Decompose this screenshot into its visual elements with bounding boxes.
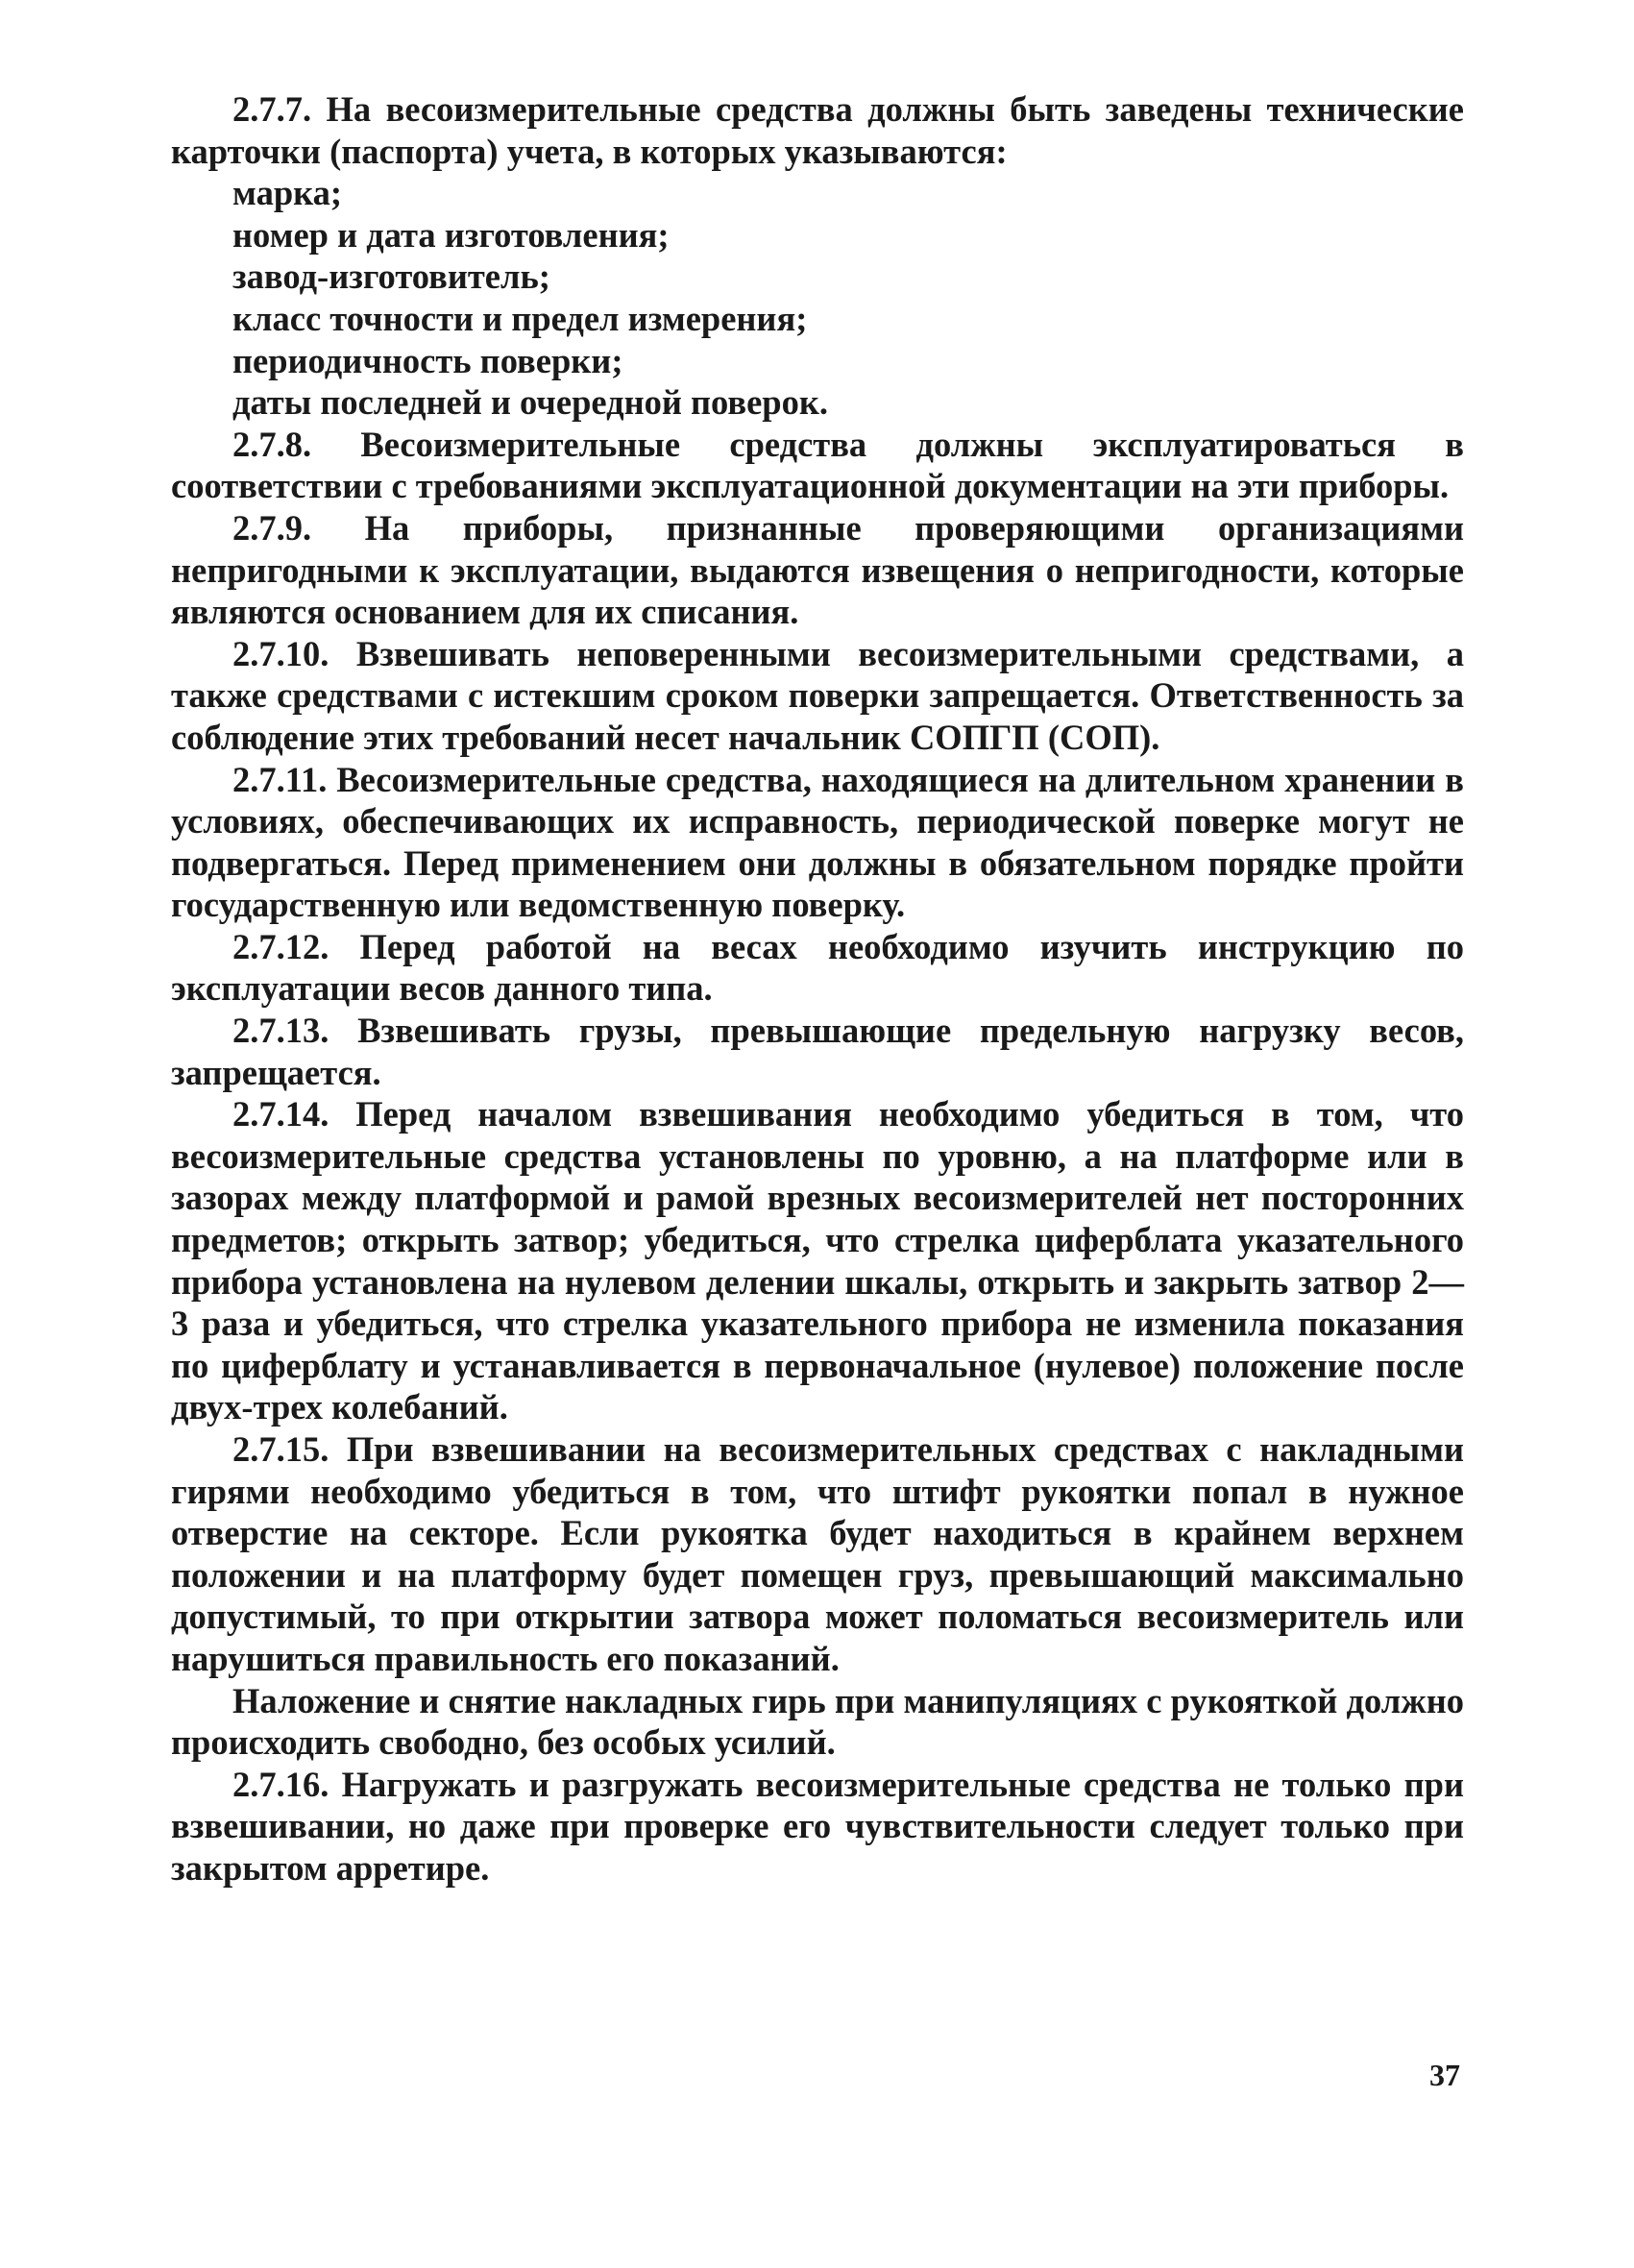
list-item: завод-изготовитель; [232, 256, 550, 297]
paragraph-2-7-9: 2.7.9. На приборы, признанные проверяющими организациями непригодными к эксплуатации, выдаются извещения о непригодности, которые являются основанием для их списания. [171, 507, 1464, 632]
list-item: марка; [232, 173, 343, 213]
page-body [171, 88, 1464, 1890]
paragraph-2-7-15: 2.7.15. При взвешивании на весоизмерительных средствах с накладными гирями необходимо убедиться в том, что штифт рукоятки попал в нужное отверстие на секторе. Если рукоятка будет находиться в крайнем верхнем положении и на платформу будет помещен груз, превышающий максимально допустимый, то при открытии затвора может поломаться весоизмеритель или нарушиться правильность его показаний. [171, 1429, 1464, 1678]
list-item: номер и дата изготовления; [232, 214, 670, 255]
list-item: класс точности и предел измерения; [232, 298, 808, 338]
paragraph-2-7-12: 2.7.12. Перед работой на весах необходимо изучить инструкцию по эксплуатации весов данного типа. [171, 926, 1464, 1009]
paragraph-2-7-16: 2.7.16. Нагружать и разгружать весоизмерительные средства не только при взвешивании, но даже при проверке его чувствительности следует только при закрытом арретире. [171, 1764, 1464, 1888]
paragraph-2-7-15-note: Наложение и снятие накладных гирь при манипуляциях с рукояткой должно происходить свободно, без особых усилий. [171, 1680, 1464, 1763]
paragraph-2-7-7: 2.7.7. На весоизмерительные средства должны быть заведены технические карточки (паспорта) учета, в которых указываются: [171, 89, 1464, 171]
list-item: даты последней и очередной поверок. [232, 382, 829, 423]
paragraph-2-7-10: 2.7.10. Взвешивать неповеренными весоизмерительными средствами, а также средствами с истекшим сроком поверки запрещается. Ответственность за соблюдение этих требований несет начальник СОПГП (СОП). [171, 633, 1464, 757]
list-item: периодичность поверки; [232, 340, 623, 380]
paragraph-2-7-8: 2.7.8. Весоизмерительные средства должны эксплуатироваться в соответствии с требованиями эксплуатационной документации на эти приборы. [171, 424, 1464, 506]
passport-fields-list [171, 172, 1464, 424]
paragraph-2-7-11: 2.7.11. Весоизмерительные средства, находящиеся на длительном хранении в условиях, обеспечивающих их исправность, периодической поверке могут не подвергаться. Перед применением они должны в обязательном порядке пройти государственную или ведомственную поверку. [171, 759, 1464, 925]
paragraph-2-7-14: 2.7.14. Перед началом взвешивания необходимо убедиться в том, что весоизмерительные средства установлены по уровню, а на платформе или в зазорах между платформой и рамой врезных весоизмерителей нет посторонних предметов; открыть затвор; убедиться, что стрелка циферблата указательного прибора установлена на нулевом делении шкалы, открыть и закрыть затвор 2—3 раза и убедиться, что стрелка указательного прибора не изменила показания по циферблату и устанавливается в первоначальное (нулевое) положение после двух-трех колебаний. [171, 1094, 1464, 1427]
paragraph-2-7-13: 2.7.13. Взвешивать грузы, превышающие предельную нагрузку весов, запрещается. [171, 1011, 1464, 1092]
page-number: 37 [1429, 2058, 1460, 2092]
